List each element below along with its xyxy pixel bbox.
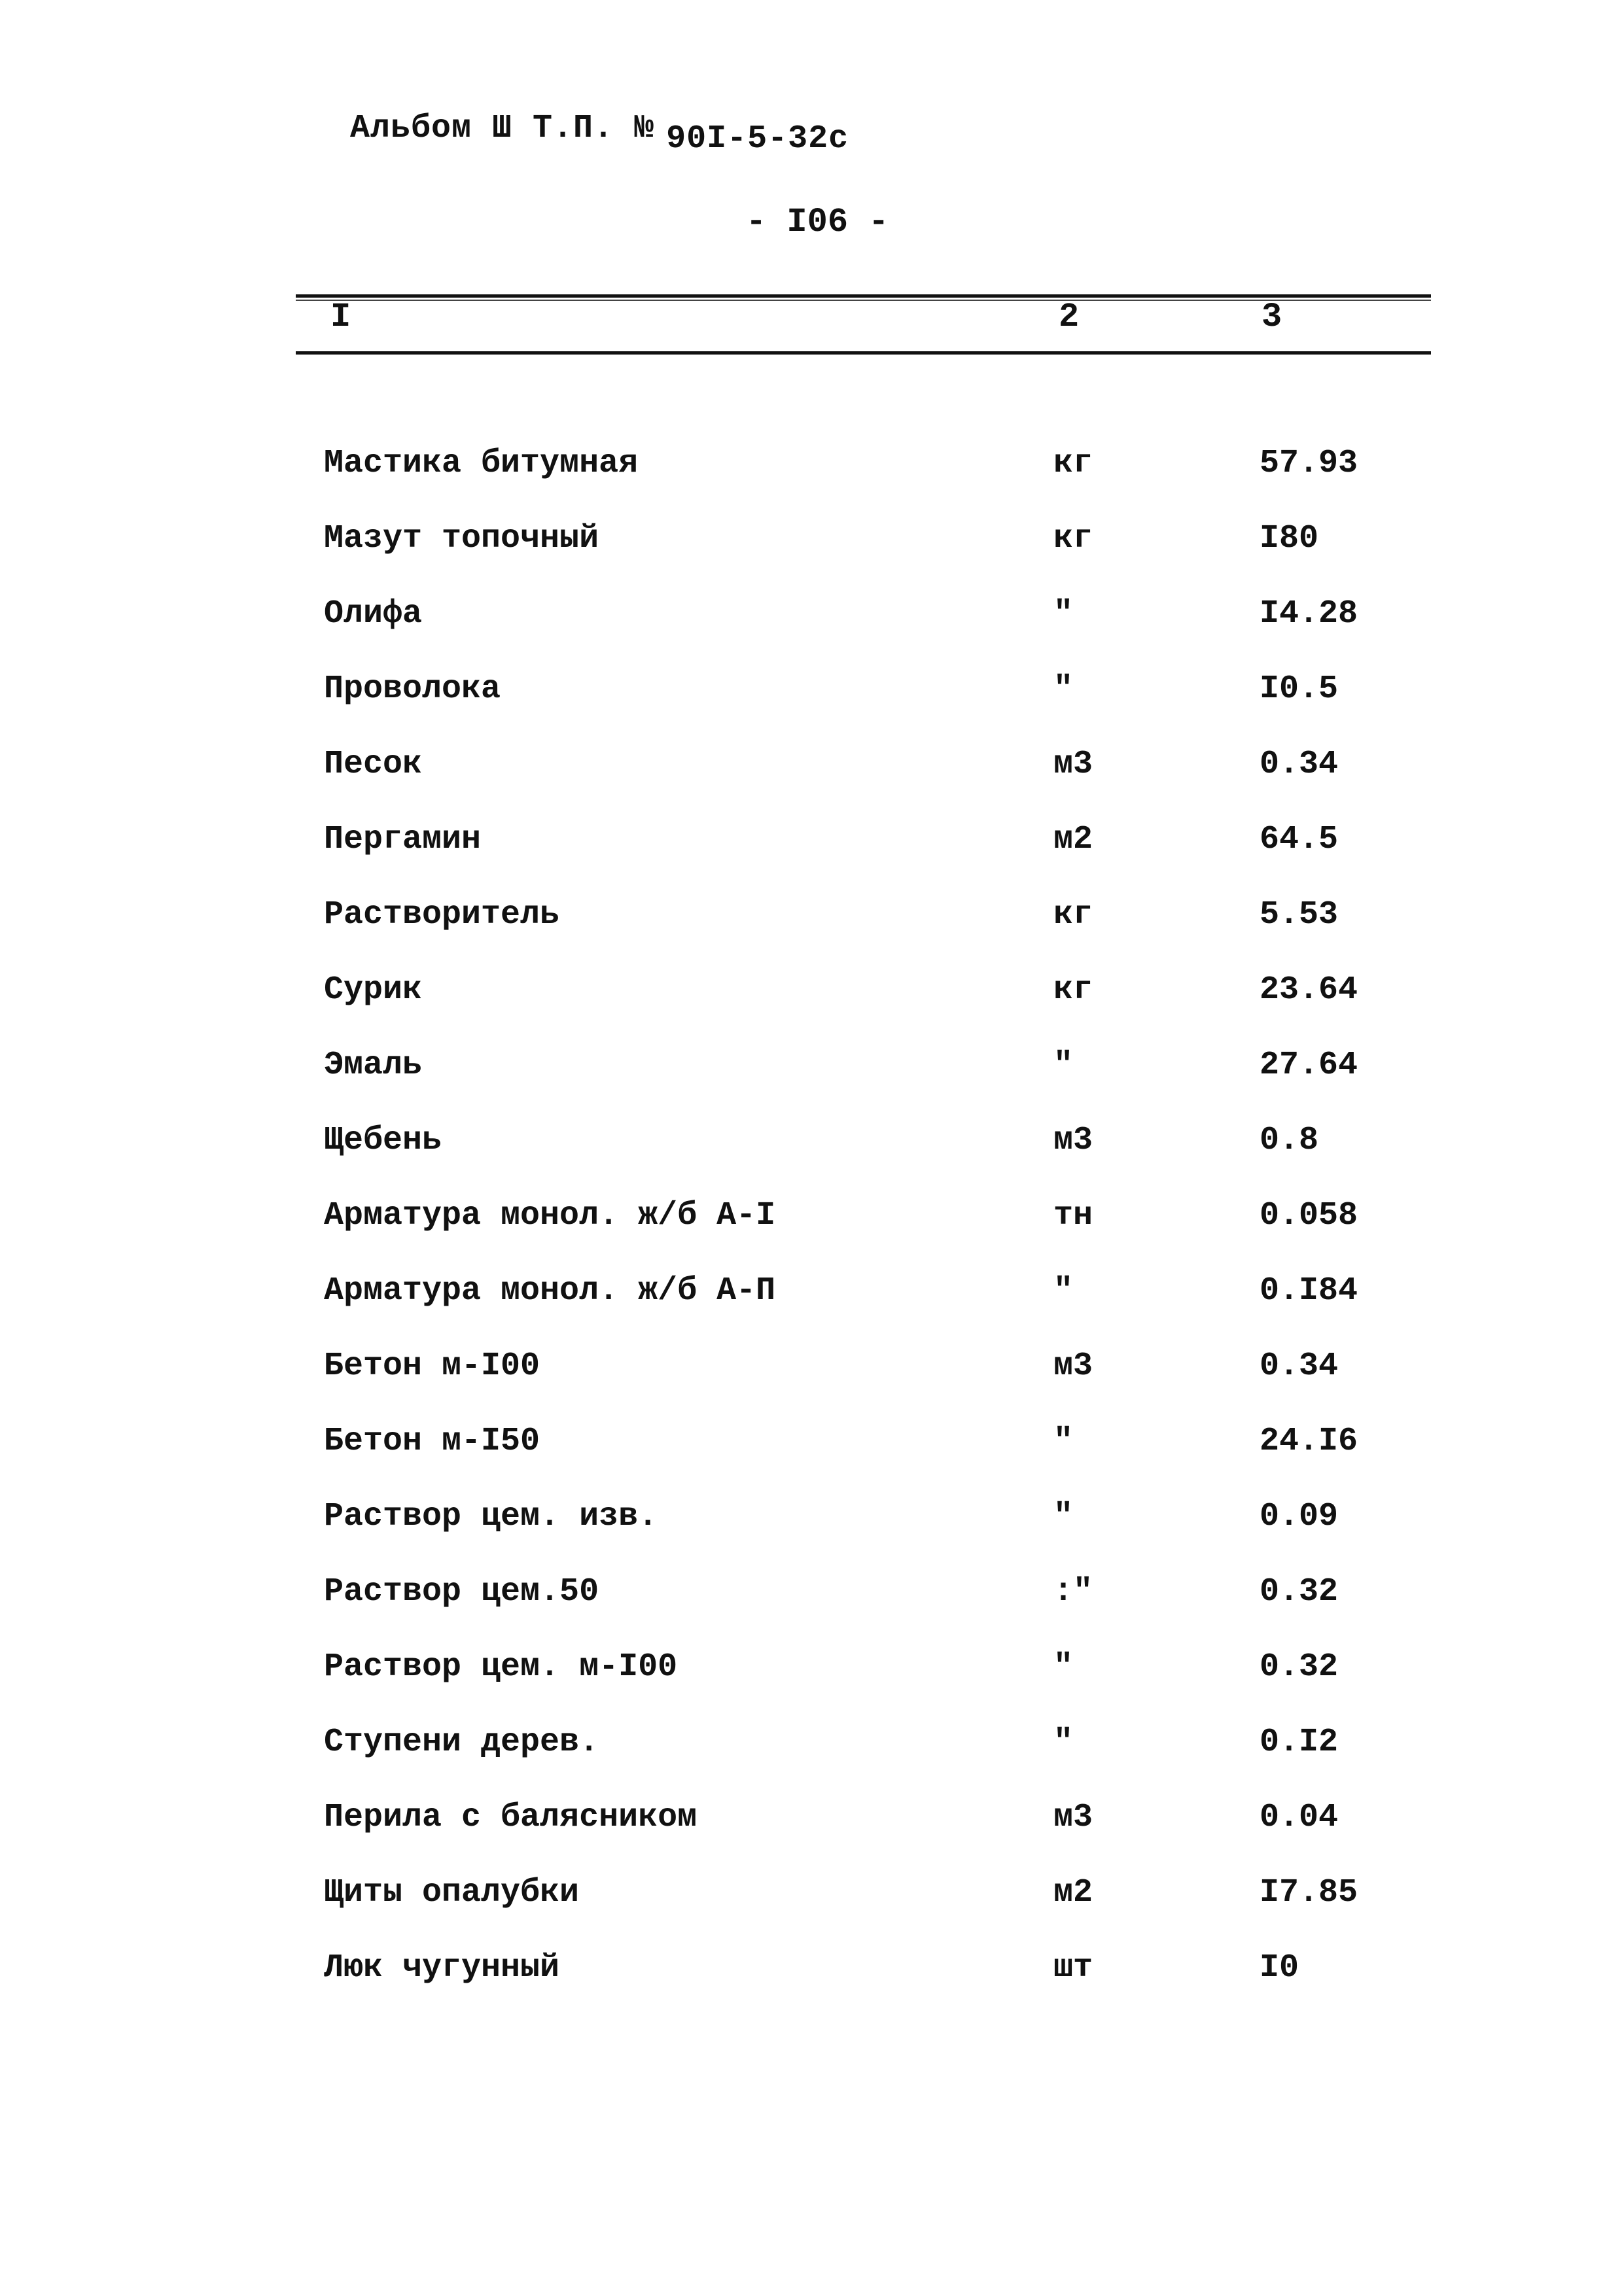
material-quantity: I0 <box>1260 1949 1299 1987</box>
material-unit: " <box>1053 1648 1074 1686</box>
material-name: Растворитель <box>324 896 560 933</box>
material-name: Раствор цем. изв. <box>324 1498 658 1535</box>
material-name: Сурик <box>324 971 423 1009</box>
material-name: Пергамин <box>324 821 482 858</box>
material-name: Раствор цем.50 <box>324 1573 599 1610</box>
table-row <box>0 958 1624 1034</box>
table-row <box>0 507 1624 582</box>
material-unit: " <box>1053 1498 1074 1535</box>
material-unit: кг <box>1053 445 1093 482</box>
table-row <box>0 1861 1624 1936</box>
material-name: Эмаль <box>324 1047 423 1084</box>
material-quantity: 23.64 <box>1260 971 1358 1009</box>
album-header <box>350 110 849 158</box>
material-unit: :" <box>1053 1573 1093 1610</box>
material-unit: кг <box>1053 896 1093 933</box>
material-unit: тн <box>1053 1197 1093 1234</box>
material-unit: " <box>1053 595 1074 633</box>
table-top-rule <box>296 294 1431 298</box>
material-name: Бетон м-I50 <box>324 1423 540 1460</box>
table-row <box>0 1410 1624 1485</box>
column-header-1: I <box>330 298 351 336</box>
material-quantity: I80 <box>1260 520 1319 557</box>
table-row <box>0 1259 1624 1334</box>
album-label: Альбом Ш Т.П. № <box>350 110 655 147</box>
material-name: Ступени дерев. <box>324 1724 599 1761</box>
material-unit: м3 <box>1053 1799 1093 1836</box>
table-row <box>0 883 1624 958</box>
material-name: Песок <box>324 746 423 783</box>
table-row <box>0 1184 1624 1259</box>
material-unit: м3 <box>1053 1122 1093 1159</box>
material-unit: м2 <box>1053 1874 1093 1911</box>
material-quantity: 0.8 <box>1260 1122 1319 1159</box>
material-unit: " <box>1053 670 1074 708</box>
table-row <box>0 1485 1624 1560</box>
table-row <box>0 1786 1624 1861</box>
material-quantity: I0.5 <box>1260 670 1339 708</box>
table-header-rule <box>296 351 1431 355</box>
material-quantity: I4.28 <box>1260 595 1358 633</box>
material-unit: " <box>1053 1423 1074 1460</box>
material-name: Люк чугунный <box>324 1949 560 1987</box>
material-quantity: 24.I6 <box>1260 1423 1358 1460</box>
material-quantity: 0.I2 <box>1260 1724 1339 1761</box>
material-quantity: 0.I84 <box>1260 1272 1358 1310</box>
column-header-2: 2 <box>1059 298 1080 336</box>
page-number: - I06 - <box>746 203 889 241</box>
material-quantity: 0.04 <box>1260 1799 1339 1836</box>
table-row <box>0 1936 1624 2011</box>
table-row <box>0 1334 1624 1410</box>
material-name: Арматура монол. ж/б А-П <box>324 1272 776 1310</box>
material-quantity: 0.32 <box>1260 1648 1339 1686</box>
material-name: Арматура монол. ж/б А-I <box>324 1197 776 1234</box>
table-top-rule-thin <box>296 300 1431 301</box>
table-row <box>0 1635 1624 1711</box>
material-quantity: I7.85 <box>1260 1874 1358 1911</box>
table-row <box>0 657 1624 733</box>
material-quantity: 0.34 <box>1260 746 1339 783</box>
material-unit: кг <box>1053 520 1093 557</box>
material-quantity: 0.32 <box>1260 1573 1339 1610</box>
material-unit: " <box>1053 1724 1074 1761</box>
material-unit: м3 <box>1053 1348 1093 1385</box>
material-quantity: 0.058 <box>1260 1197 1358 1234</box>
material-unit: м3 <box>1053 746 1093 783</box>
material-quantity: 5.53 <box>1260 896 1339 933</box>
table-row <box>0 432 1624 507</box>
column-header-3: 3 <box>1262 298 1282 336</box>
table-row <box>0 582 1624 657</box>
table-row <box>0 1034 1624 1109</box>
material-unit: " <box>1053 1047 1074 1084</box>
material-name: Щебень <box>324 1122 442 1159</box>
material-name: Проволока <box>324 670 501 708</box>
material-name: Перила с балясником <box>324 1799 697 1836</box>
materials-table <box>0 432 1624 2011</box>
material-quantity: 0.09 <box>1260 1498 1339 1535</box>
material-unit: шт <box>1053 1949 1093 1987</box>
material-unit: кг <box>1053 971 1093 1009</box>
table-row <box>0 808 1624 883</box>
material-name: Раствор цем. м-I00 <box>324 1648 678 1686</box>
material-name: Щиты опалубки <box>324 1874 580 1911</box>
material-name: Мазут топочный <box>324 520 599 557</box>
material-name: Бетон м-I00 <box>324 1348 540 1385</box>
table-row <box>0 733 1624 808</box>
table-row <box>0 1560 1624 1635</box>
material-quantity: 0.34 <box>1260 1348 1339 1385</box>
material-name: Олифа <box>324 595 423 633</box>
album-code: 90I-5-32c <box>666 120 849 158</box>
material-quantity: 64.5 <box>1260 821 1339 858</box>
material-name: Мастика битумная <box>324 445 639 482</box>
material-quantity: 57.93 <box>1260 445 1358 482</box>
material-unit: " <box>1053 1272 1074 1310</box>
material-quantity: 27.64 <box>1260 1047 1358 1084</box>
material-unit: м2 <box>1053 821 1093 858</box>
table-row <box>0 1711 1624 1786</box>
table-row <box>0 1109 1624 1184</box>
